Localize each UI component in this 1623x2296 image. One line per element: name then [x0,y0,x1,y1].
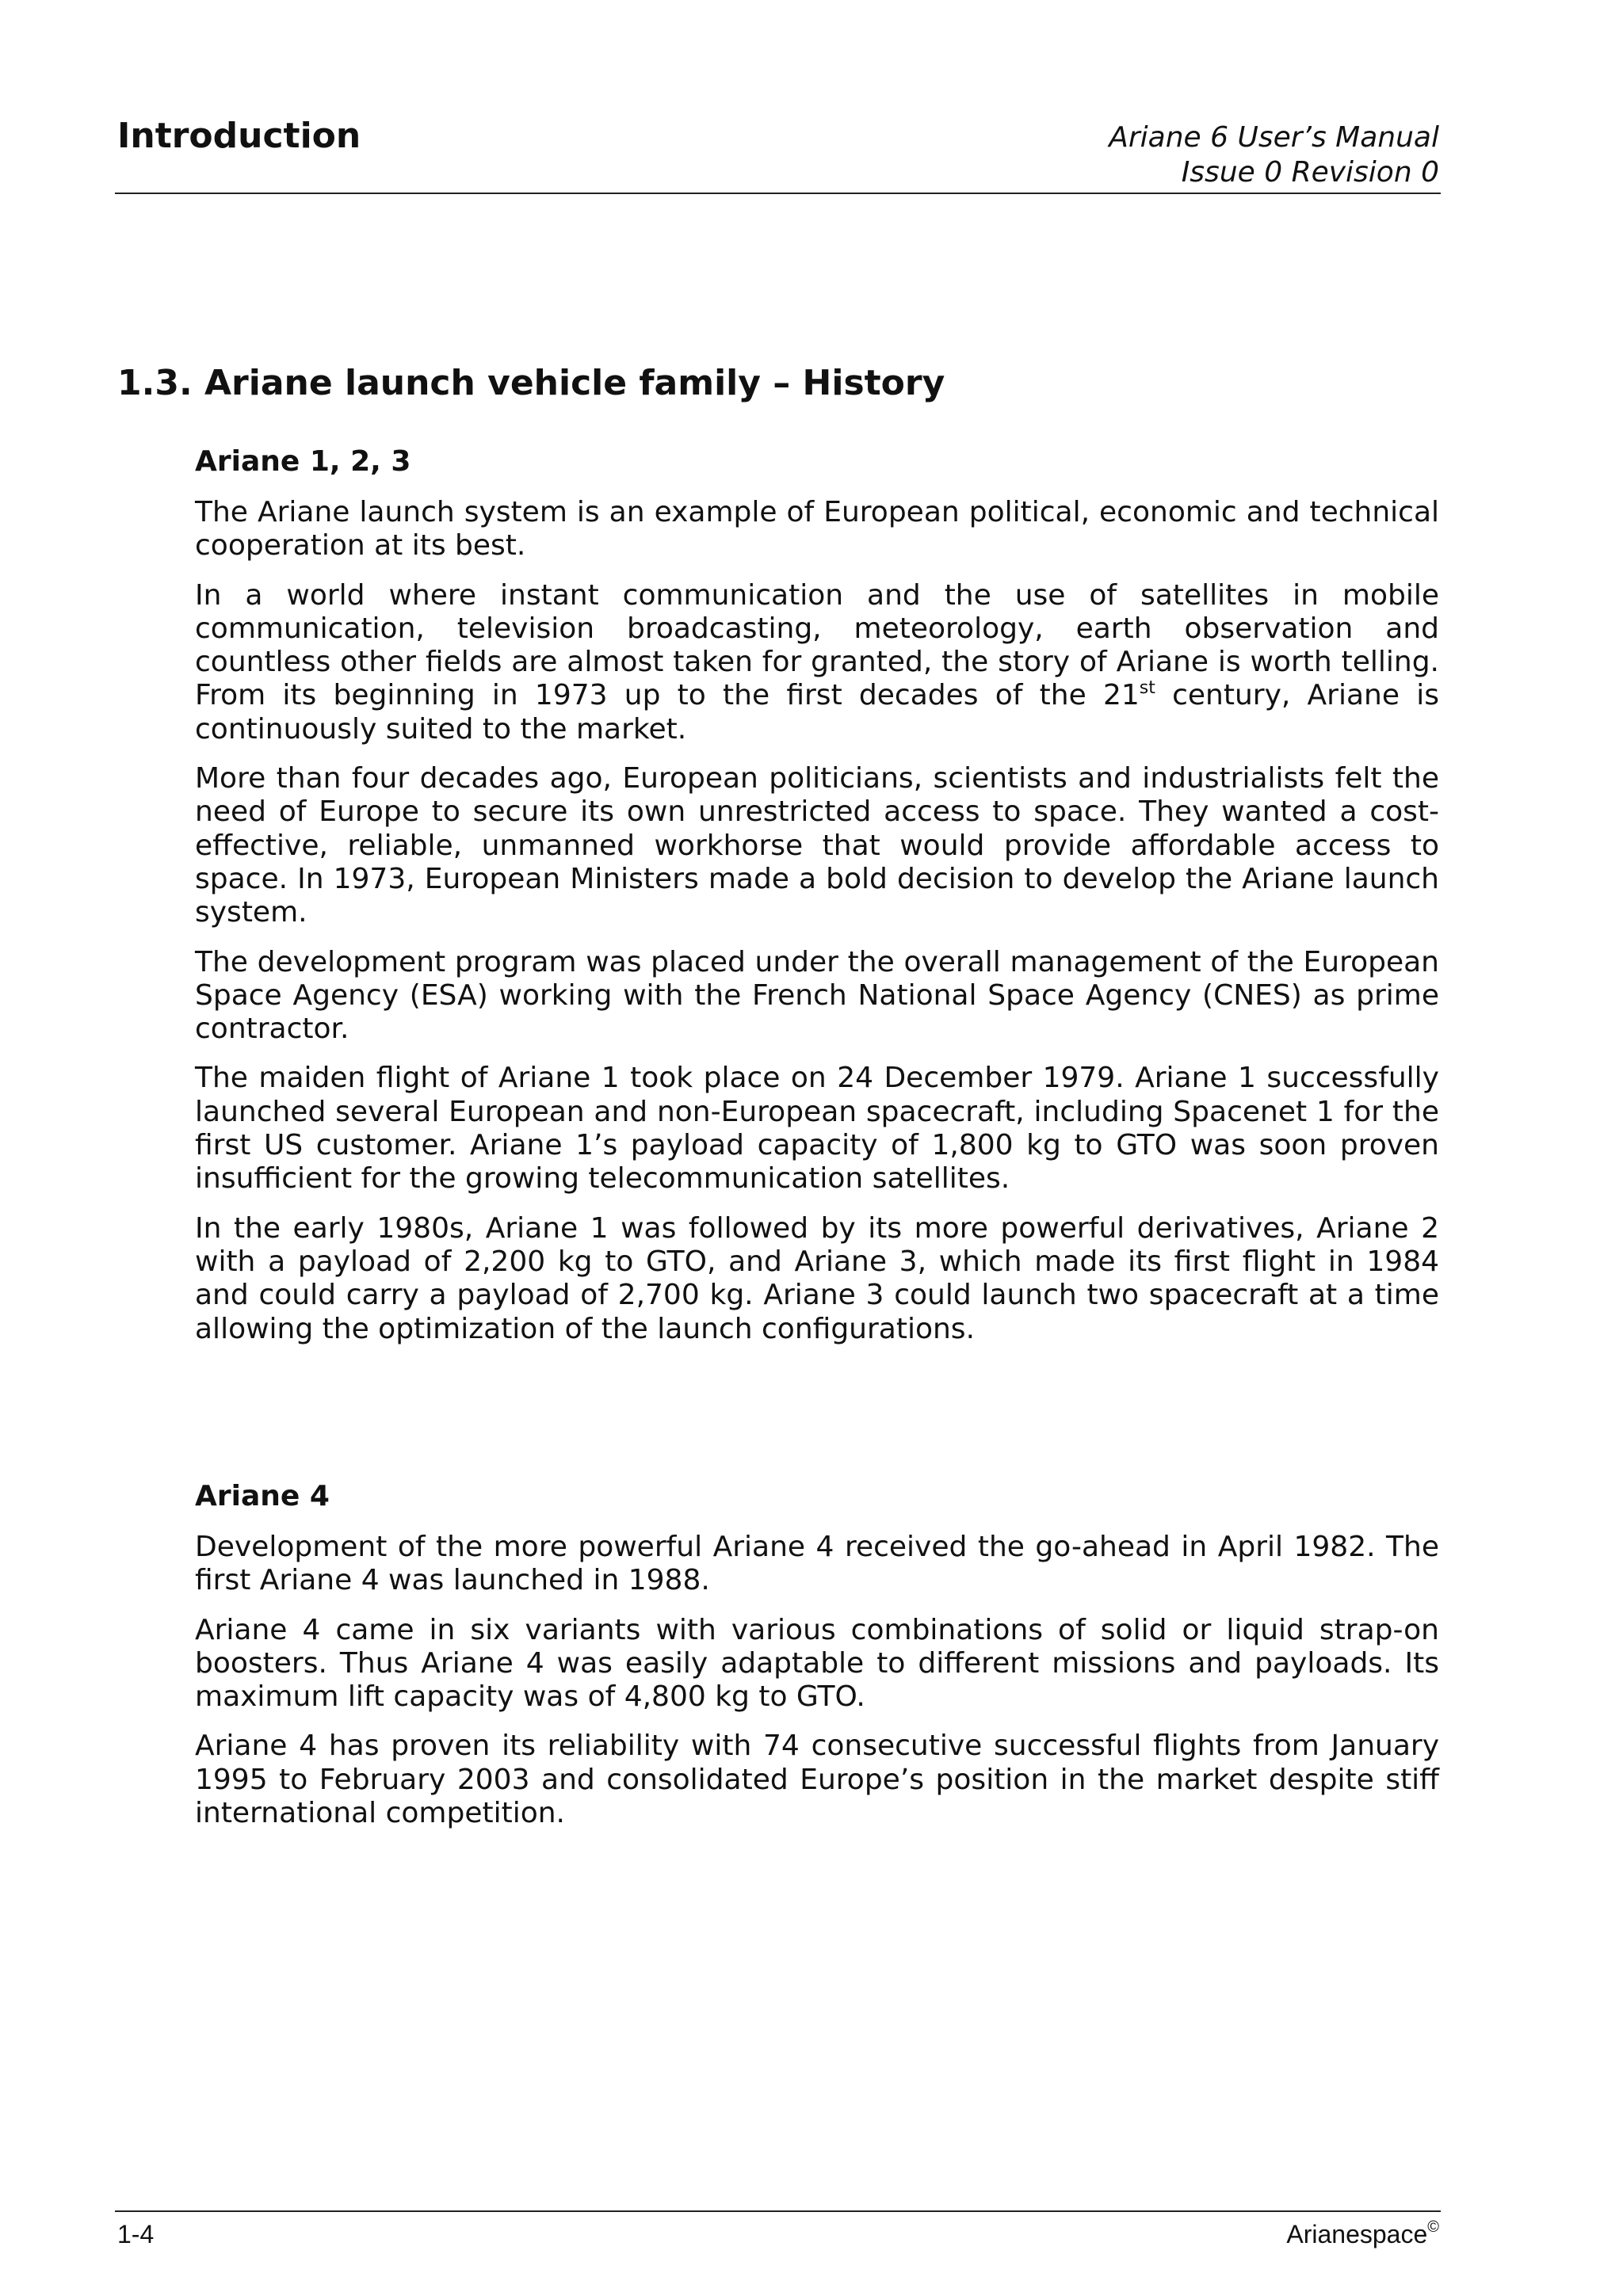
copyright-symbol: © [1427,2218,1439,2236]
ariane-4-paragraph-2: Ariane 4 came in six variants with various combinations of solid or liquid strap-on boosters. Thus Ariane 4 was easily adaptable to different missions and payloads. Its maximum lift capacity was of 4,800 kg to GTO. [195,1613,1439,1714]
ordinal-suffix: st [1139,678,1155,699]
ariane-123-heading: Ariane 1, 2, 3 [195,445,411,478]
ariane-123-paragraph-6: In the early 1980s, Ariane 1 was followed by its more powerful derivatives, Ariane 2 with a payload of 2,200 kg to GTO, and Ariane 3, which made its first flight in 1984 and could carry a payload of 2,700 kg. Ariane 3 could launch two spacecraft at a time allowing the optimization of the launch configurations. [195,1211,1439,1345]
ariane-4-heading: Ariane 4 [195,1480,330,1512]
header-section-name: Introduction [117,116,361,156]
ariane-4-paragraph-3: Ariane 4 has proven its reliability with 74 consecutive successful flights from January 1995 to February 2003 and consolidated Europe’s position in the market despite stiff international competition. [195,1730,1439,1830]
ariane-4-section [195,1480,1439,1830]
ariane-123-paragraph-5: The maiden flight of Ariane 1 took place on 24 December 1979. Ariane 1 successfully launched several European and non-European spacecraft, including Spacenet 1 for the first US customer. Ariane 1’s payload capacity of 1,800 kg to GTO was soon proven insufficient for the growing telecommunication satellites. [195,1062,1439,1196]
ariane-123-paragraph-1: The Ariane launch system is an example of European political, economic and technical cooperation at its best. [195,496,1439,563]
footer-publisher [1286,2218,1439,2250]
ariane-4-paragraph-1: Development of the more powerful Ariane 4 received the go-ahead in April 1982. The first Ariane 4 was launched in 1988. [195,1531,1439,1597]
page-number: 1-4 [117,2220,155,2248]
ariane-123-paragraph-2-text-a: In a world where instant communication and the use of satellites in mobile communication, television broadcasting, meteorology, earth observation and countless other fields are almost taken for granted, the story of Ariane is worth telling. From its beginning in 1973 up to the first decades of the 21 [195,578,1439,712]
ariane-123-section [195,445,1439,1346]
publisher-name: Arianespace [1286,2220,1428,2248]
header-doc-title: Ariane 6 User’s Manual [1109,121,1439,154]
ariane-123-paragraph-3: More than four decades ago, European politicians, scientists and industrialists felt the need of Europe to secure its own unrestricted access to space. They wanted a cost-effective, reliable, unmanned workhorse that would provide affordable access to space. In 1973, European Ministers made a bold decision to develop the Ariane launch system. [195,762,1439,929]
header-divider [115,193,1441,194]
header-issue: Issue 0 Revision 0 [1181,156,1439,189]
header-doc-info [1109,120,1439,190]
ariane-123-paragraph-2 [195,579,1439,746]
ariane-123-paragraph-2-text-b: century, Ariane is continuously suited to the market. [195,679,1439,746]
section-title: 1.3. Ariane launch vehicle family – History [117,363,945,404]
ariane-123-paragraph-4: The development program was placed under the overall management of the European Space Agency (ESA) working with the French National Space Agency (CNES) as prime contractor. [195,945,1439,1046]
footer-divider [115,2210,1441,2212]
